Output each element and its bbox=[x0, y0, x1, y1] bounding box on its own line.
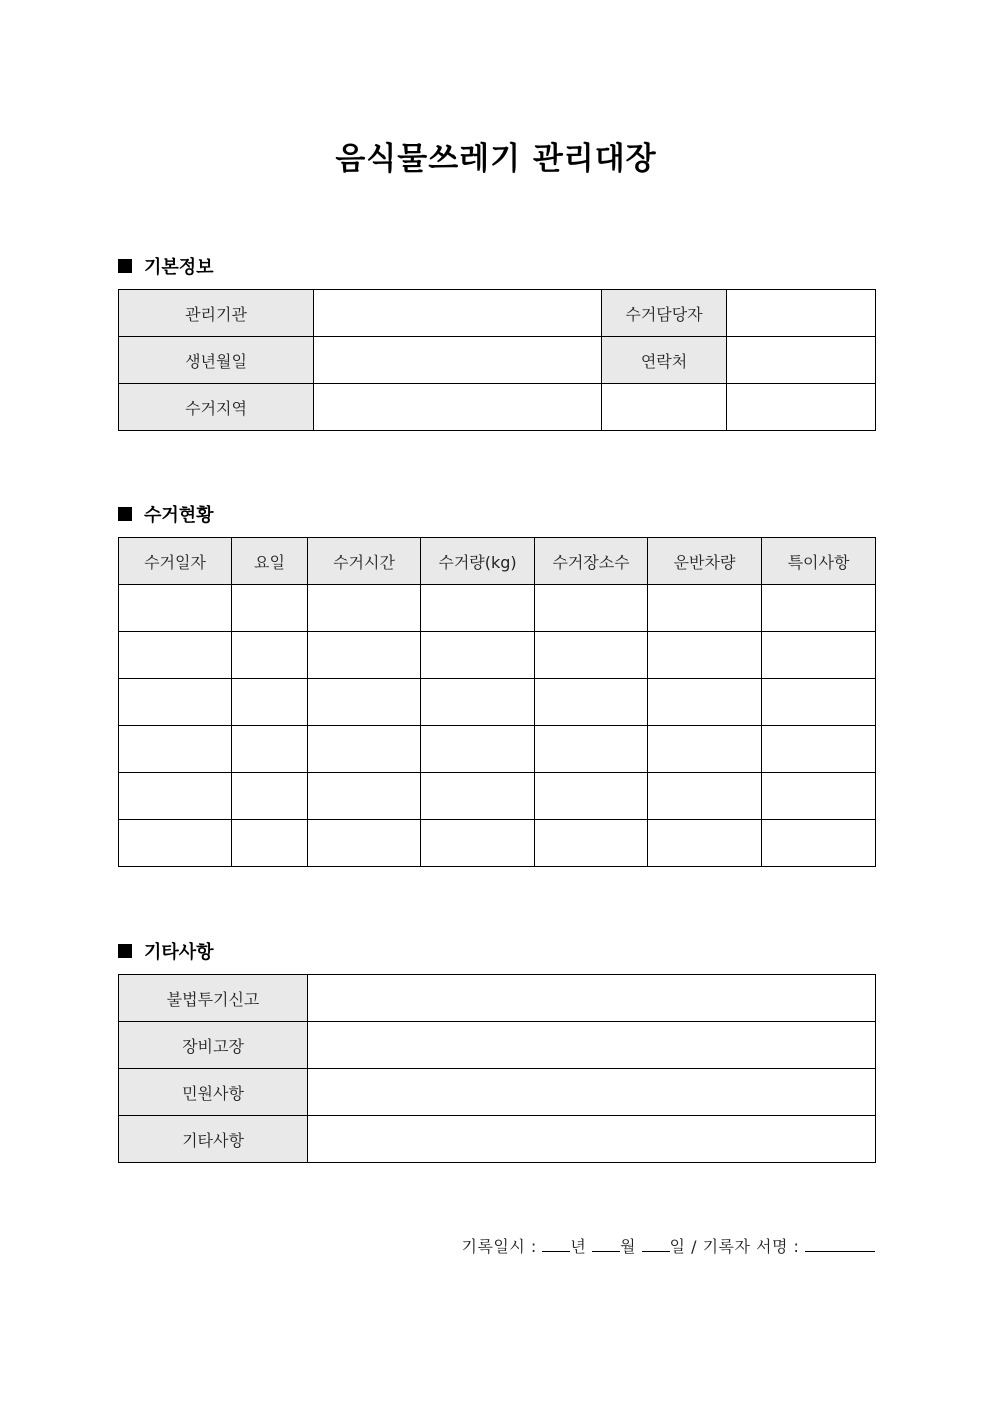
other-notes-field[interactable] bbox=[308, 1116, 876, 1163]
transport-vehicle-cell[interactable] bbox=[648, 726, 762, 773]
collection-date-cell[interactable] bbox=[119, 632, 232, 679]
collection-date-cell[interactable] bbox=[119, 726, 232, 773]
collection-sites-cell[interactable] bbox=[535, 726, 648, 773]
year-blank[interactable] bbox=[542, 1237, 570, 1252]
column-header-day-of-week: 요일 bbox=[232, 538, 308, 585]
date-of-birth-field[interactable] bbox=[314, 337, 602, 384]
collection-time-cell[interactable] bbox=[308, 585, 421, 632]
collection-time-cell[interactable] bbox=[308, 679, 421, 726]
table-row bbox=[119, 290, 876, 337]
signature-blank[interactable] bbox=[805, 1237, 875, 1252]
other-matters-table bbox=[118, 974, 876, 1163]
collection-time-cell[interactable] bbox=[308, 726, 421, 773]
collection-date-cell[interactable] bbox=[119, 585, 232, 632]
collection-amount-cell[interactable] bbox=[421, 679, 535, 726]
table-row bbox=[119, 975, 876, 1022]
section-heading-basic-info bbox=[118, 253, 214, 279]
label-collector-in-charge: 수거담당자 bbox=[602, 290, 727, 337]
month-blank[interactable] bbox=[592, 1237, 620, 1252]
label-equipment-failure: 장비고장 bbox=[119, 1022, 308, 1069]
table-row bbox=[119, 337, 876, 384]
separator: / bbox=[691, 1237, 697, 1256]
collection-time-cell[interactable] bbox=[308, 820, 421, 867]
month-label: 월 bbox=[619, 1237, 636, 1256]
record-footer bbox=[461, 1234, 875, 1257]
transport-vehicle-cell[interactable] bbox=[648, 585, 762, 632]
collector-in-charge-field[interactable] bbox=[727, 290, 876, 337]
remarks-cell[interactable] bbox=[762, 726, 876, 773]
table-row bbox=[119, 679, 876, 726]
table-row bbox=[119, 1069, 876, 1116]
collection-amount-cell[interactable] bbox=[421, 820, 535, 867]
collection-time-cell[interactable] bbox=[308, 773, 421, 820]
collection-sites-cell[interactable] bbox=[535, 585, 648, 632]
table-row bbox=[119, 1022, 876, 1069]
transport-vehicle-cell[interactable] bbox=[648, 632, 762, 679]
column-header-collection-sites: 수거장소수 bbox=[535, 538, 648, 585]
document-title: 음식물쓰레기 관리대장 bbox=[335, 141, 657, 177]
day-of-week-cell[interactable] bbox=[232, 585, 308, 632]
remarks-cell[interactable] bbox=[762, 632, 876, 679]
table-header-row bbox=[119, 538, 876, 585]
section-heading-collection-status bbox=[118, 501, 214, 527]
section-heading-text: 수거현황 bbox=[144, 505, 214, 526]
table-row bbox=[119, 726, 876, 773]
column-header-remarks: 특이사항 bbox=[762, 538, 876, 585]
table-row bbox=[119, 820, 876, 867]
table-row bbox=[119, 384, 876, 431]
square-bullet-icon bbox=[118, 259, 132, 273]
remarks-cell[interactable] bbox=[762, 679, 876, 726]
collection-sites-cell[interactable] bbox=[535, 632, 648, 679]
day-of-week-cell[interactable] bbox=[232, 679, 308, 726]
table-row bbox=[119, 773, 876, 820]
table-row bbox=[119, 1116, 876, 1163]
section-heading-other-matters bbox=[118, 938, 214, 964]
collection-amount-cell[interactable] bbox=[421, 726, 535, 773]
collection-amount-cell[interactable] bbox=[421, 773, 535, 820]
section-heading-text: 기타사항 bbox=[144, 942, 214, 963]
remarks-cell[interactable] bbox=[762, 773, 876, 820]
blank-cell[interactable] bbox=[727, 384, 876, 431]
day-of-week-cell[interactable] bbox=[232, 773, 308, 820]
collection-date-cell[interactable] bbox=[119, 773, 232, 820]
collection-status-table bbox=[118, 537, 876, 867]
recorder-signature-label: 기록자 서명 : bbox=[702, 1237, 800, 1256]
collection-date-cell[interactable] bbox=[119, 679, 232, 726]
label-date-of-birth: 생년월일 bbox=[119, 337, 314, 384]
remarks-cell[interactable] bbox=[762, 585, 876, 632]
day-of-week-cell[interactable] bbox=[232, 632, 308, 679]
collection-area-field[interactable] bbox=[314, 384, 602, 431]
transport-vehicle-cell[interactable] bbox=[648, 679, 762, 726]
transport-vehicle-cell[interactable] bbox=[648, 820, 762, 867]
table-row bbox=[119, 632, 876, 679]
collection-sites-cell[interactable] bbox=[535, 820, 648, 867]
square-bullet-icon bbox=[118, 507, 132, 521]
illegal-dumping-report-field[interactable] bbox=[308, 975, 876, 1022]
collection-sites-cell[interactable] bbox=[535, 679, 648, 726]
basic-info-table bbox=[118, 289, 876, 431]
transport-vehicle-cell[interactable] bbox=[648, 773, 762, 820]
day-of-week-cell[interactable] bbox=[232, 820, 308, 867]
blank-cell[interactable] bbox=[602, 384, 727, 431]
column-header-collection-amount: 수거량(kg) bbox=[421, 538, 535, 585]
label-other-notes: 기타사항 bbox=[119, 1116, 308, 1163]
label-illegal-dumping-report: 불법투기신고 bbox=[119, 975, 308, 1022]
column-header-collection-time: 수거시간 bbox=[308, 538, 421, 585]
collection-sites-cell[interactable] bbox=[535, 773, 648, 820]
label-collection-area: 수거지역 bbox=[119, 384, 314, 431]
collection-time-cell[interactable] bbox=[308, 632, 421, 679]
day-blank[interactable] bbox=[642, 1237, 670, 1252]
collection-amount-cell[interactable] bbox=[421, 632, 535, 679]
day-label: 일 bbox=[669, 1237, 686, 1256]
label-contact: 연락처 bbox=[602, 337, 727, 384]
column-header-collection-date: 수거일자 bbox=[119, 538, 232, 585]
equipment-failure-field[interactable] bbox=[308, 1022, 876, 1069]
record-date-label: 기록일시 : bbox=[461, 1237, 537, 1256]
collection-amount-cell[interactable] bbox=[421, 585, 535, 632]
managing-agency-field[interactable] bbox=[314, 290, 602, 337]
label-civil-complaints: 민원사항 bbox=[119, 1069, 308, 1116]
section-heading-text: 기본정보 bbox=[144, 257, 214, 278]
column-header-transport-vehicle: 운반차량 bbox=[648, 538, 762, 585]
collection-date-cell[interactable] bbox=[119, 820, 232, 867]
day-of-week-cell[interactable] bbox=[232, 726, 308, 773]
table-row bbox=[119, 585, 876, 632]
label-managing-agency: 관리기관 bbox=[119, 290, 314, 337]
contact-field[interactable] bbox=[727, 337, 876, 384]
remarks-cell[interactable] bbox=[762, 820, 876, 867]
civil-complaints-field[interactable] bbox=[308, 1069, 876, 1116]
square-bullet-icon bbox=[118, 944, 132, 958]
year-label: 년 bbox=[570, 1237, 587, 1256]
